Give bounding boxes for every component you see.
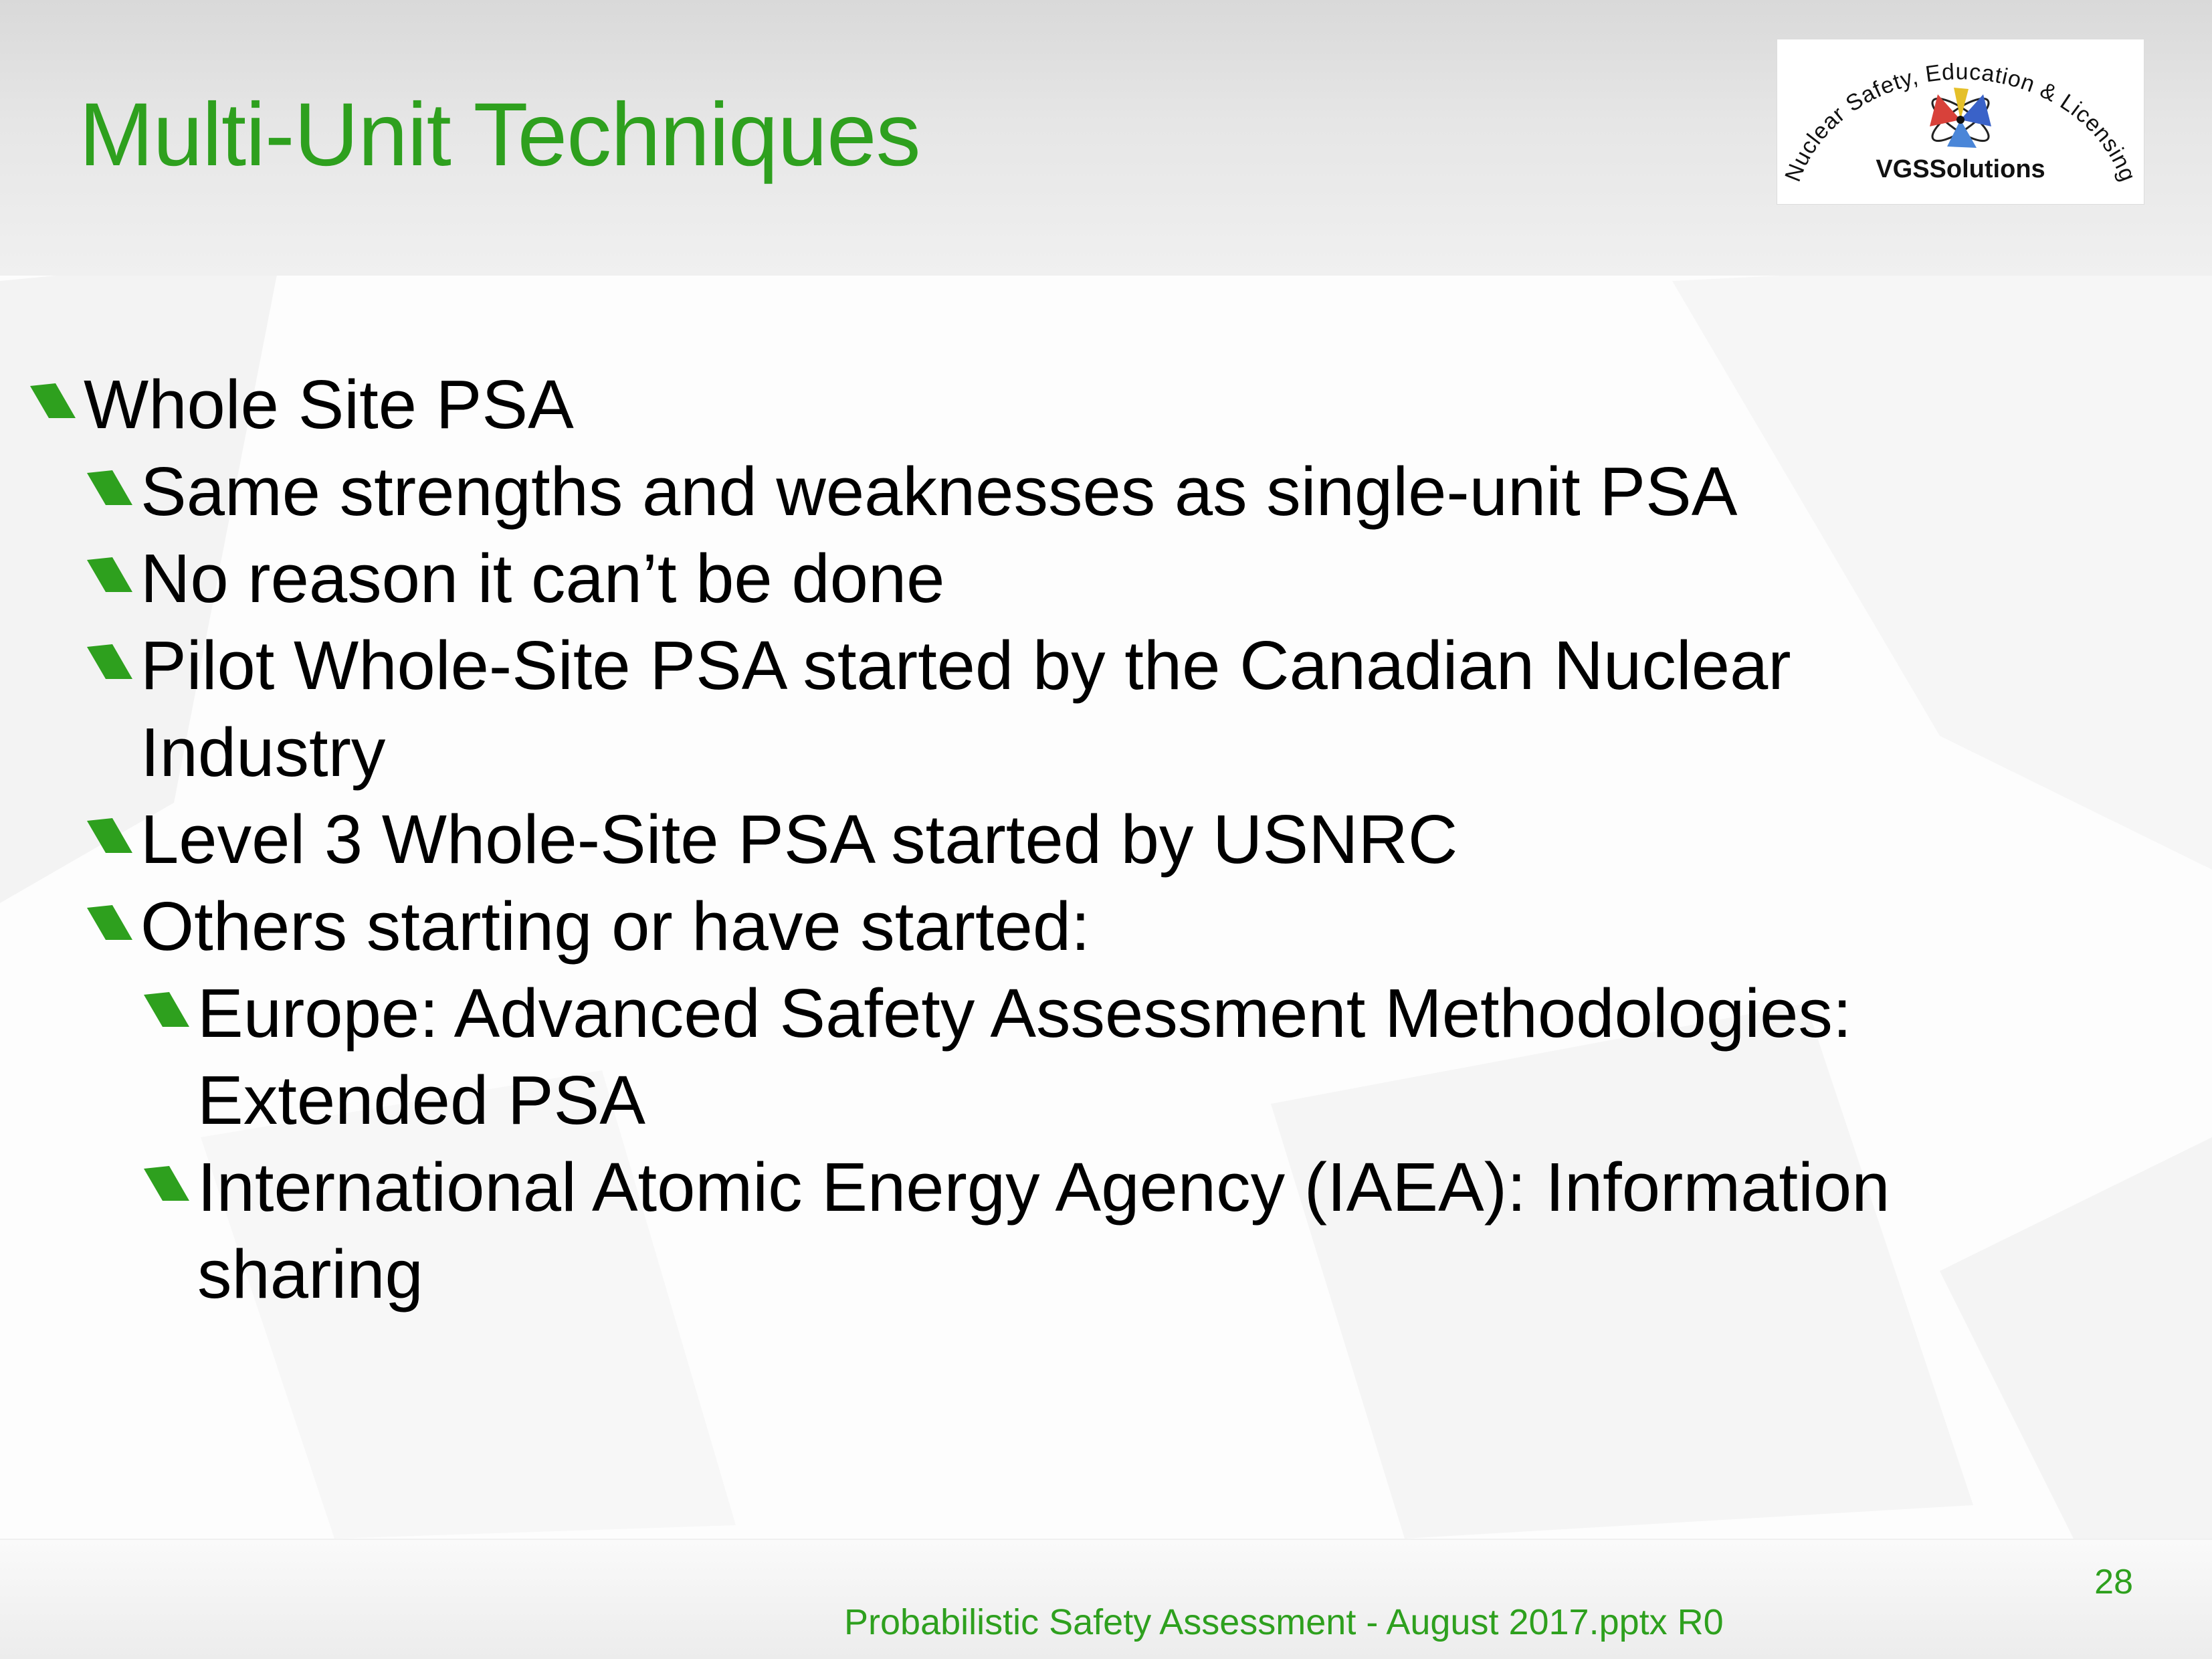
bullet-marker-icon xyxy=(86,556,134,593)
bullet-item-level-2 xyxy=(140,796,1457,883)
bullet-marker-icon xyxy=(142,991,191,1028)
bullet-item-level-1 xyxy=(84,361,574,448)
bullet-item-level-2 xyxy=(140,883,1090,970)
bullet-marker-icon xyxy=(86,643,134,680)
bullet-text-line: Whole Site PSA xyxy=(84,366,574,443)
bullet-text-line: sharing xyxy=(197,1236,423,1312)
bullet-text-line: Pilot Whole-Site PSA started by the Canadian Nuclear xyxy=(140,627,1791,704)
bullet-text-line: Europe: Advanced Safety Assessment Methodologies: xyxy=(197,975,1852,1052)
bullet-text-line: Level 3 Whole-Site PSA started by USNRC xyxy=(140,801,1458,878)
bullet-item-level-3 xyxy=(197,1144,1890,1318)
bullet-text-line: Same strengths and weaknesses as single-unit PSA xyxy=(140,453,1738,530)
bullet-text-line: No reason it can’t be done xyxy=(140,540,945,617)
bullet-item-level-2 xyxy=(140,448,1737,535)
bullet-marker-icon xyxy=(142,1165,191,1202)
bullet-item-level-2 xyxy=(140,535,944,622)
footer-text: Probabilistic Safety Assessment - August 2017.pptx R0 xyxy=(844,1602,1724,1642)
atom-icon xyxy=(1927,88,1994,148)
bullet-marker-icon xyxy=(86,469,134,506)
company-logo xyxy=(1777,39,2144,205)
logo-company-name: VGSSolutions xyxy=(1876,155,2045,183)
slide-title: Multi-Unit Techniques xyxy=(79,85,920,185)
bullet-marker-icon xyxy=(29,382,77,419)
bullet-marker-icon xyxy=(86,817,134,854)
bullet-item-level-2 xyxy=(140,622,1791,796)
page-number: 28 xyxy=(2094,1563,2133,1601)
logo-arc-text: Nuclear Safety, Education & Licensing xyxy=(1780,59,2141,185)
bullet-text-line: International Atomic Energy Agency (IAEA): Information xyxy=(197,1149,1890,1226)
bullet-item-level-3 xyxy=(197,970,1852,1144)
bullet-text-line: Industry xyxy=(140,714,386,791)
bullet-marker-icon xyxy=(86,904,134,941)
bullet-text-line: Extended PSA xyxy=(197,1062,645,1139)
bullet-text-line: Others starting or have started: xyxy=(140,888,1090,965)
